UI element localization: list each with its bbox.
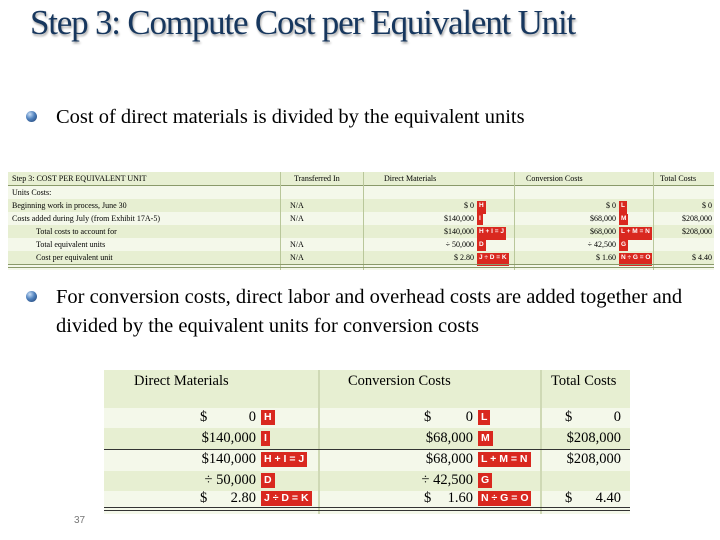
large-table-row (104, 471, 630, 491)
bullet-2-text: For conversion costs, direct labor and overhead costs are added together and divided by the equivalent units for conversion costs (56, 286, 683, 337)
small-row-total: $ 4.40 (692, 253, 712, 262)
large-row-dm-tag: D (261, 473, 275, 488)
small-row-label: Total equivalent units (36, 240, 106, 249)
large-row-total-symbol: $ (565, 409, 573, 425)
large-header-cc: Conversion Costs (348, 373, 451, 389)
small-table-row (8, 199, 714, 212)
small-header-transferred: Transferred In (294, 174, 340, 183)
small-table-row (8, 186, 714, 199)
small-table-double-rule (8, 267, 714, 268)
small-row-cc-tag: G (619, 240, 628, 253)
small-row-label: Total costs to account for (36, 227, 117, 236)
large-row-cc: 0 (465, 409, 473, 425)
large-row-total-symbol: $ (565, 490, 573, 506)
bullet-1-text: Cost of direct materials is divided by the equivalent units (56, 106, 525, 128)
large-row-total: 0 (613, 409, 621, 425)
small-row-dm-tag: H + I = J (477, 227, 506, 240)
small-table-row (8, 212, 714, 225)
large-row-cc: $68,000 (425, 430, 473, 446)
bullet-dot-icon (26, 291, 37, 302)
large-col-divider (318, 370, 320, 514)
large-row-dm-tag: I (261, 431, 270, 446)
small-row-total: $ 0 (702, 201, 712, 210)
slide-title: Step 3: Compute Cost per Equivalent Unit (30, 3, 576, 42)
large-row-cc-symbol: $ (424, 490, 432, 506)
large-row-dm-tag: H (261, 410, 275, 425)
large-row-dm-tag: J ÷ D = K (261, 491, 312, 506)
small-row-total: $208,000 (682, 227, 712, 236)
page-number: 37 (74, 515, 86, 526)
small-row-dm-tag: I (477, 214, 483, 227)
large-header-total: Total Costs (551, 373, 617, 389)
small-row-cc: ÷ 42,500 (587, 240, 616, 249)
large-row-cc: ÷ 42,500 (421, 472, 473, 488)
small-row-dm: $140,000 (444, 214, 474, 223)
large-row-dm: $140,000 (201, 430, 256, 446)
small-table-double-rule (8, 264, 714, 265)
small-col-divider (653, 172, 654, 270)
small-header-cc: Conversion Costs (526, 174, 583, 183)
small-row-cc: $ 0 (606, 201, 616, 210)
small-row-dm-tag: D (477, 240, 486, 253)
large-row-dm-symbol: $ (200, 490, 208, 506)
small-row-cc-tag: N ÷ G = O (619, 253, 652, 266)
large-row-cc-tag: G (478, 473, 492, 488)
small-header-dm: Direct Materials (384, 174, 437, 183)
small-row-cc-tag: L + M = N (619, 227, 652, 240)
large-table-row (104, 491, 630, 507)
small-header-total: Total Costs (660, 174, 697, 183)
large-table-subtotal-rule (104, 449, 630, 450)
large-row-cc-tag: L + M = N (478, 452, 531, 467)
large-row-cc: 1.60 (447, 490, 473, 506)
small-col-divider (514, 172, 515, 270)
small-cost-table (8, 172, 714, 270)
small-row-transferred: N/A (290, 201, 304, 210)
small-row-label: Cost per equivalent unit (36, 253, 113, 262)
small-header-step: Step 3: COST PER EQUIVALENT UNIT (12, 174, 147, 183)
large-row-dm: ÷ 50,000 (204, 472, 256, 488)
small-row-cc-tag: L (619, 201, 627, 214)
small-row-label: Beginning work in process, June 30 (12, 201, 127, 210)
large-row-cc-tag: L (478, 410, 490, 425)
small-row-cc: $68,000 (590, 214, 616, 223)
small-row-cc-tag: M (619, 214, 628, 227)
large-table-double-rule (104, 510, 630, 511)
large-row-dm: 2.80 (230, 490, 256, 506)
small-row-dm: $ 0 (464, 201, 474, 210)
small-row-dm-tag: J ÷ D = K (477, 253, 509, 266)
small-row-dm: ÷ 50,000 (445, 240, 474, 249)
small-row-label: Units Costs: (12, 188, 52, 197)
large-table-row (104, 450, 630, 471)
large-row-cc: $68,000 (425, 451, 473, 467)
small-row-cc: $68,000 (590, 227, 616, 236)
small-row-label: Costs added during July (from Exhibit 17A-5) (12, 214, 160, 223)
large-row-total: $208,000 (566, 430, 621, 446)
large-row-total: $208,000 (566, 451, 621, 467)
small-table-header (8, 172, 714, 185)
large-col-divider (540, 370, 542, 514)
large-row-cc-tag: M (478, 431, 493, 446)
small-row-transferred: N/A (290, 240, 304, 249)
small-row-total: $208,000 (682, 214, 712, 223)
large-header-dm: Direct Materials (134, 373, 229, 389)
large-row-dm: $140,000 (201, 451, 256, 467)
small-table-row (8, 225, 714, 238)
large-row-dm: 0 (248, 409, 256, 425)
large-table-double-rule (104, 507, 630, 508)
large-row-total: 4.40 (595, 490, 621, 506)
large-cost-table (104, 370, 630, 514)
small-row-dm-tag: H (477, 201, 486, 214)
small-row-dm: $140,000 (444, 227, 474, 236)
large-row-dm-tag: H + I = J (261, 452, 307, 467)
large-row-cc-symbol: $ (424, 409, 432, 425)
small-row-transferred: N/A (290, 253, 304, 262)
large-table-row (104, 392, 630, 408)
large-row-dm-symbol: $ (200, 409, 208, 425)
large-row-cc-tag: N ÷ G = O (478, 491, 531, 506)
small-row-cc: $ 1.60 (596, 253, 616, 262)
large-table-row (104, 428, 630, 450)
small-table-row (8, 238, 714, 251)
small-row-transferred: N/A (290, 214, 304, 223)
bullet-dot-icon (26, 111, 37, 122)
large-table-header (104, 370, 630, 392)
small-table-row (8, 251, 714, 264)
large-table-row (104, 408, 630, 428)
small-col-divider (363, 172, 364, 270)
small-row-dm: $ 2.80 (454, 253, 474, 262)
small-col-divider (280, 172, 281, 270)
